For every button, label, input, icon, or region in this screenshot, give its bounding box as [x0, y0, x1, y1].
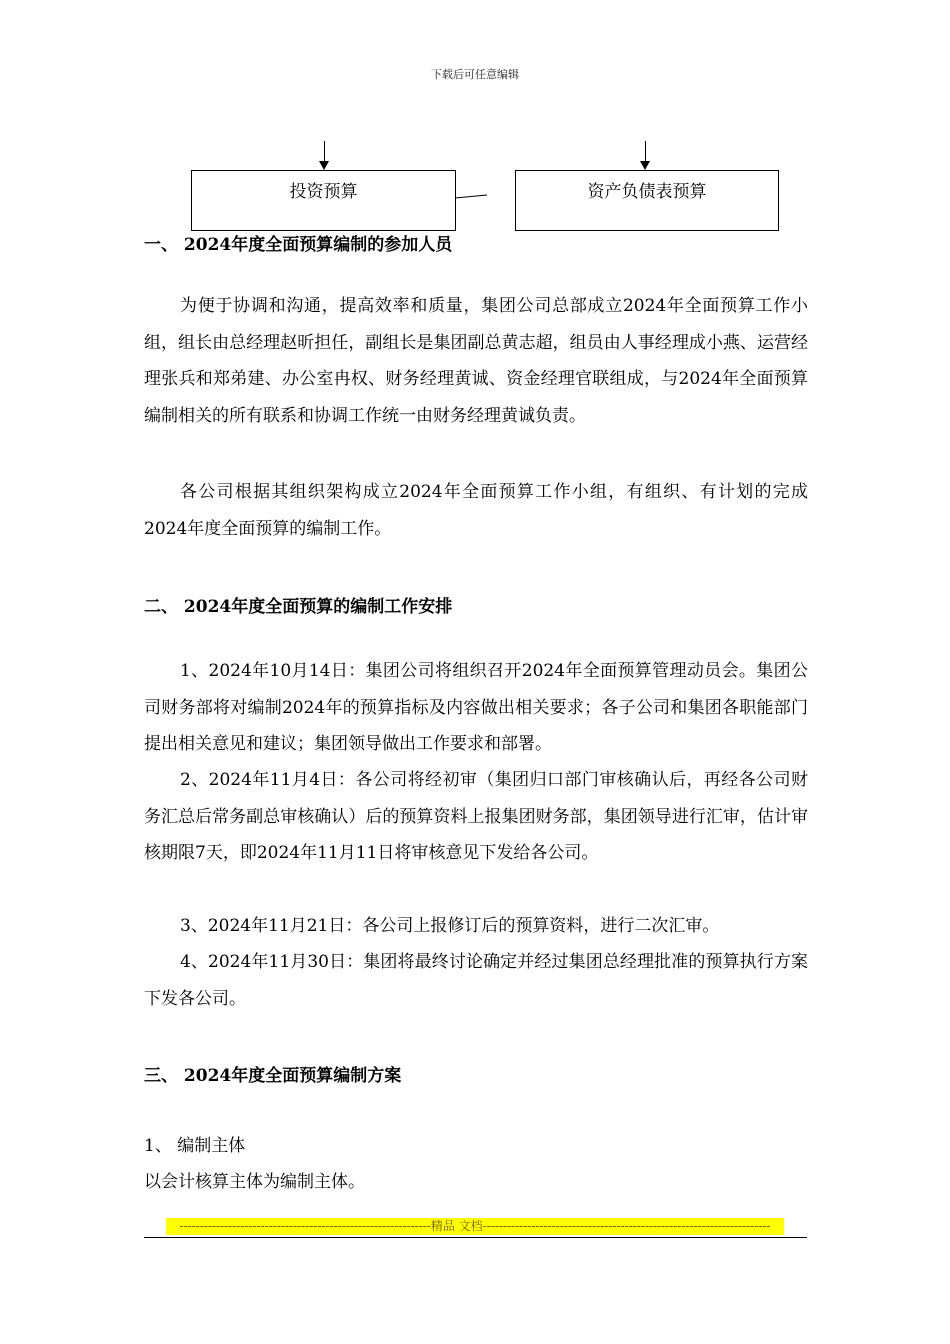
section-1-title: 一、 2024年度全面预算编制的参加人员 [144, 235, 453, 255]
connector-line [455, 190, 489, 202]
subsection-1-heading: 1、 编制主体 [144, 1136, 246, 1156]
schedule-item-3: 3、2024年11月21日：各公司上报修订后的预算资料，进行二次汇审。 [180, 916, 720, 936]
section-1-paragraph-1: 为便于协调和沟通，提高效率和质量，集团公司总部成立2024年全面预算工作小组，组长由总经理赵昕担任，副组长是集团副总黄志超，组员由人事经理成小燕、运营经理张兵和郑弟建、办公室冉权、财务经理黄诚、资金经理官联组成，与2024年全面预算编制相关的所有联系和协调工作统一由财务经理黄诚负责。 [144, 296, 808, 426]
arrow-right-line [645, 141, 646, 162]
section-2-title: 二、 2024年度全面预算的编制工作安排 [144, 597, 453, 617]
investment-budget-label: 投资预算 [289, 182, 358, 202]
footer-rule [144, 1237, 807, 1238]
schedule-item-1: 1、2024年10月14日：集团公司将组织召开2024年全面预算管理动员会。集团公司财务部将对编制2024年的预算指标及内容做出相关要求；各子公司和集团各职能部门提出相关意见和建议；集团领导做出工作要求和部署。 [144, 661, 808, 754]
page-header-note: 下载后可任意编辑 [431, 68, 519, 81]
investment-budget-box [191, 170, 456, 231]
section-3-title: 三、 2024年度全面预算编制方案 [144, 1066, 402, 1086]
arrow-right-head-icon [640, 161, 650, 170]
footer-watermark-bar: --------------------------------------------------------------精品 文档----------------------------------------------------------------------- [166, 1218, 784, 1235]
arrow-left-head-icon [319, 161, 329, 170]
schedule-item-2: 2、2024年11月4日：各公司将经初审（集团归口部门审核确认后，再经各公司财务汇总后常务副总审核确认）后的预算资料上报集团财务部，集团领导进行汇审，估计审核期限7天，即2024年11月11日将审核意见下发给各公司。 [144, 770, 808, 863]
section-1-paragraph-2: 各公司根据其组织架构成立2024年全面预算工作小组，有组织、有计划的完成2024年度全面预算的编制工作。 [144, 482, 808, 539]
subsection-1-text: 以会计核算主体为编制主体。 [144, 1172, 365, 1192]
arrow-left-line [324, 141, 325, 162]
balance-sheet-budget-label: 资产负债表预算 [587, 182, 707, 202]
balance-sheet-budget-box [515, 170, 779, 231]
schedule-item-4: 4、2024年11月30日：集团将最终讨论确定并经过集团总经理批准的预算执行方案下发各公司。 [144, 952, 808, 1009]
